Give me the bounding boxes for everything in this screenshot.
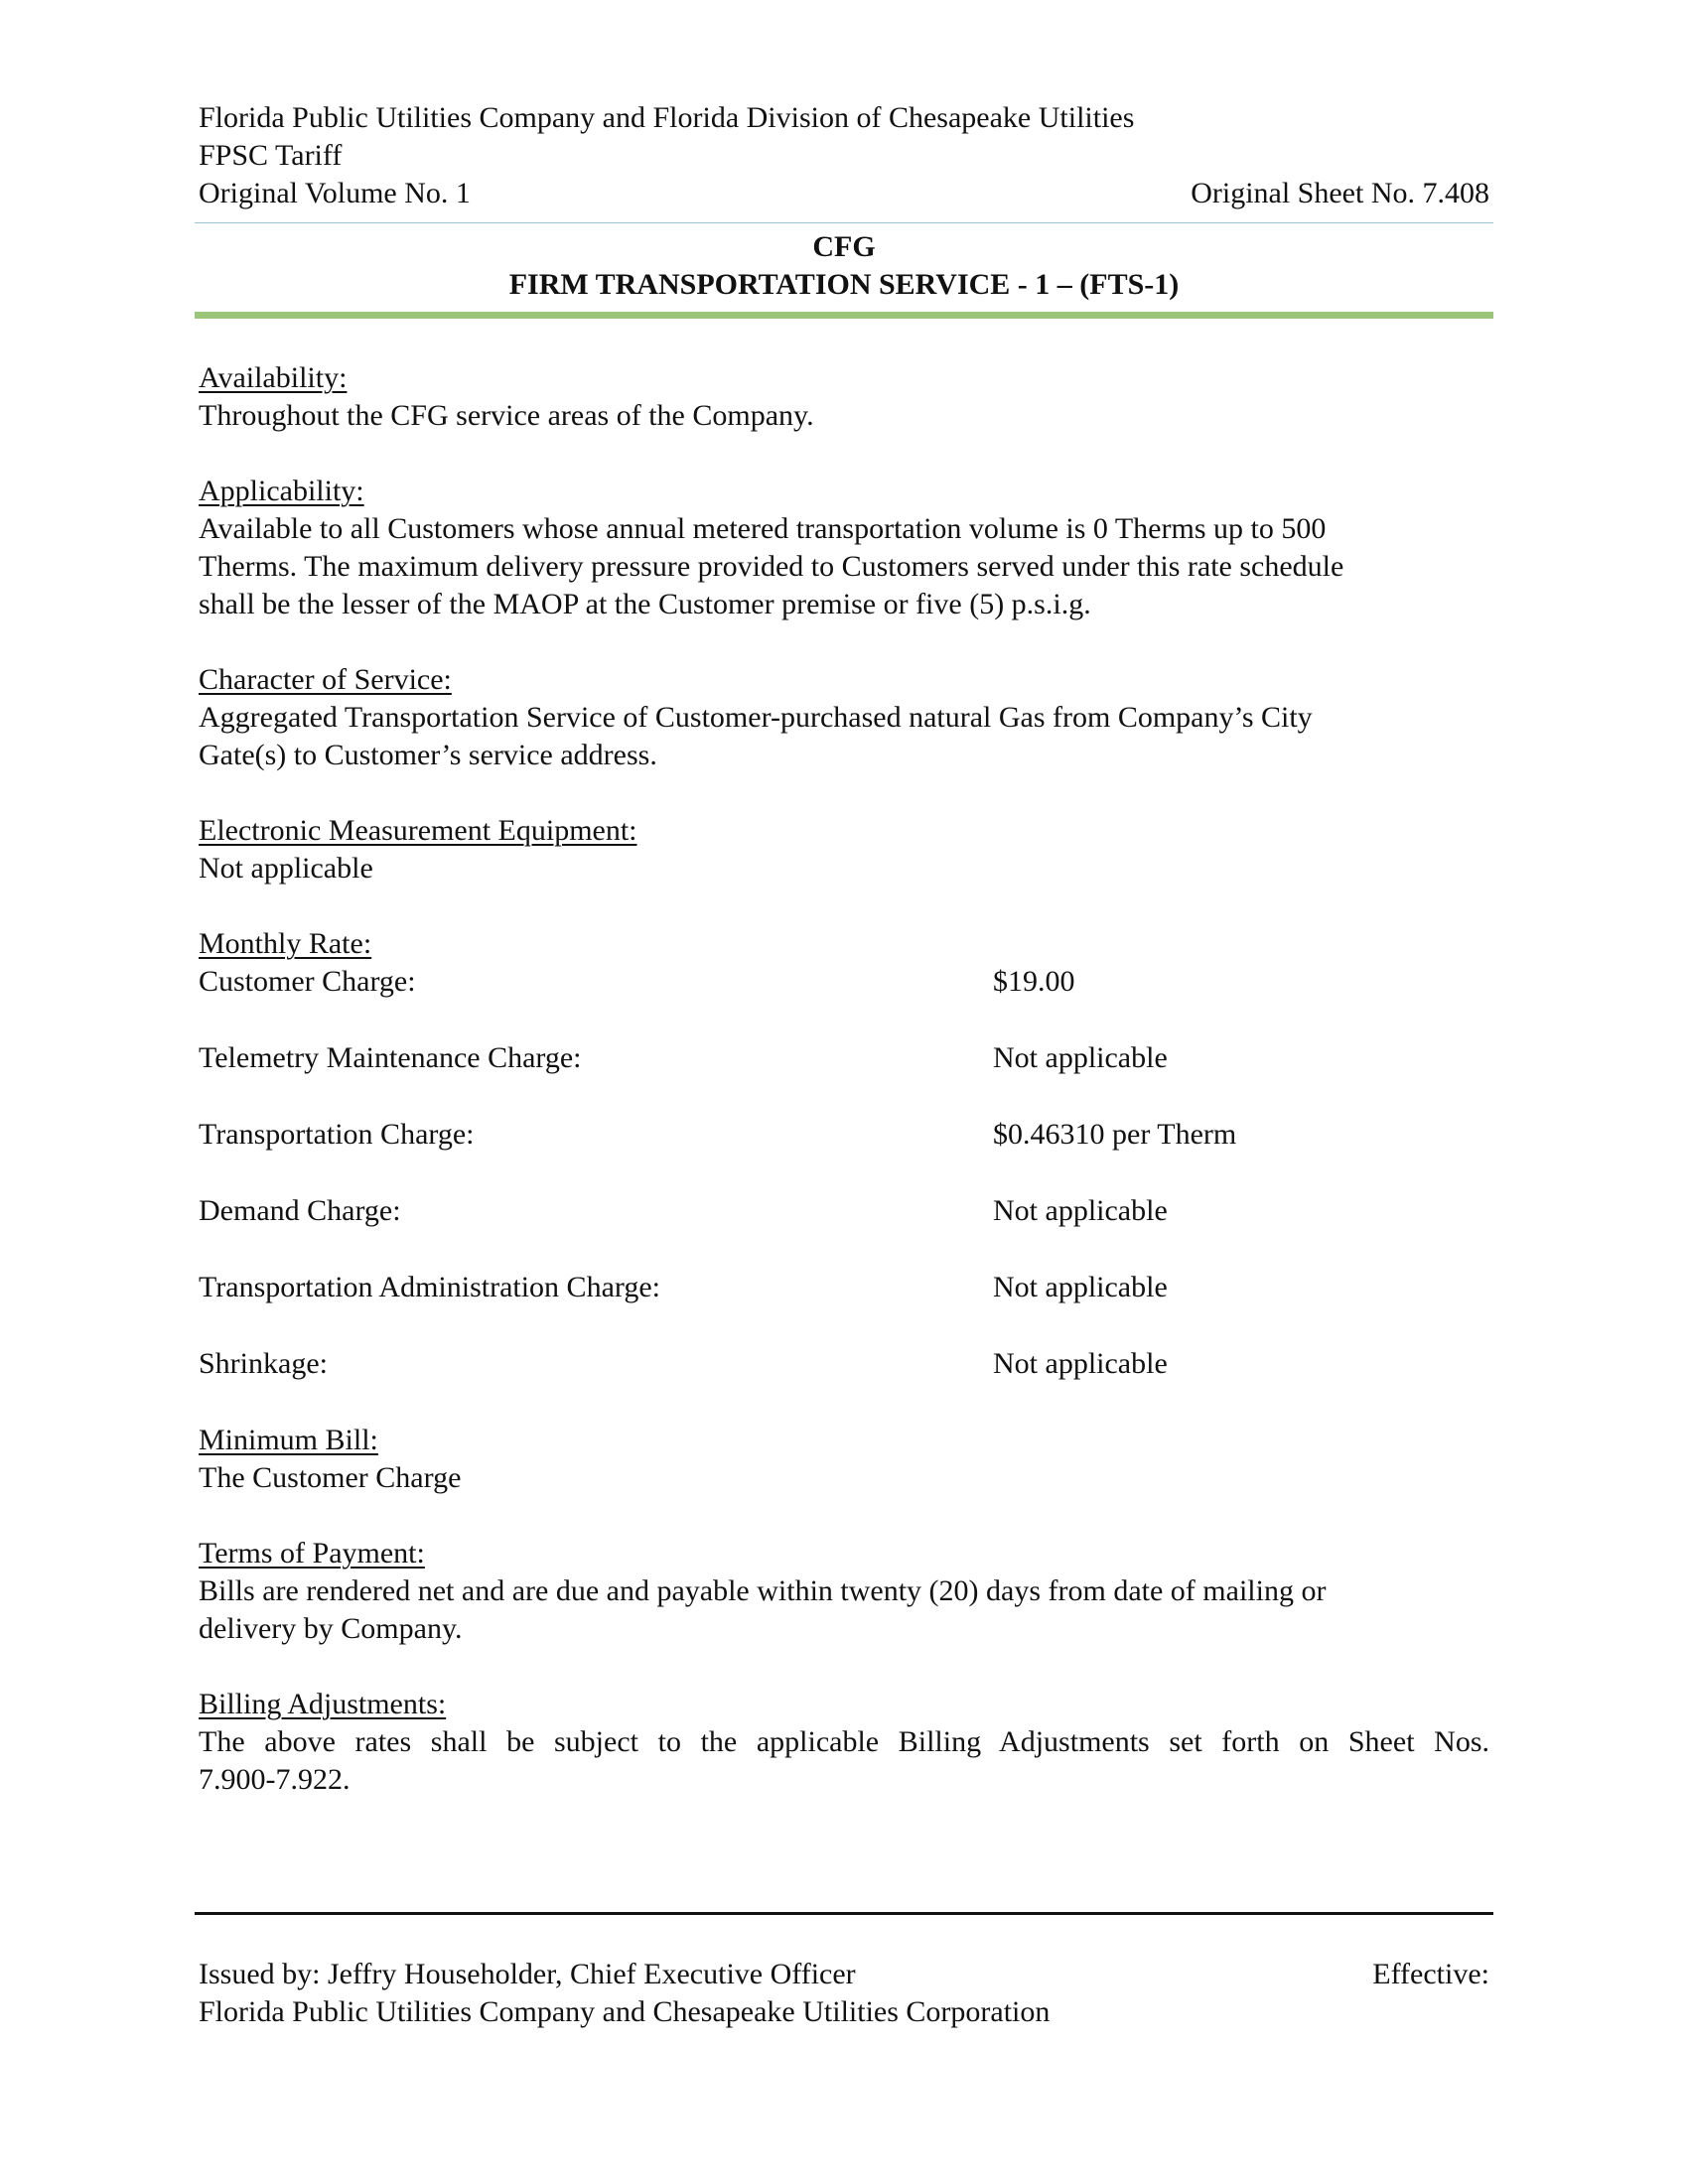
rate-label-demand: Demand Charge:: [199, 1194, 401, 1227]
equipment-text: Not applicable: [199, 852, 373, 885]
rate-value-shrinkage: Not applicable: [993, 1347, 1168, 1380]
rate-label-administration: Transportation Administration Charge:: [199, 1271, 660, 1303]
terms-line-1: Bills are rendered net and are due and payable within twenty (20) days from date of mailing or: [199, 1574, 1327, 1607]
rate-label-shrinkage: Shrinkage:: [199, 1347, 328, 1380]
rate-value-customer-charge: $19.00: [993, 965, 1075, 998]
rate-label-customer-charge: Customer Charge:: [199, 965, 416, 998]
terms-line-2: delivery by Company.: [199, 1612, 463, 1645]
availability-heading: Availability:: [199, 361, 348, 394]
monthly-rate-heading: Monthly Rate:: [199, 927, 372, 960]
applicability-line-3: shall be the lesser of the MAOP at the Customer premise or five (5) p.s.i.g.: [199, 588, 1091, 620]
rate-value-transportation: $0.46310 per Therm: [993, 1118, 1237, 1151]
header-volume: Original Volume No. 1: [199, 177, 471, 209]
rate-value-demand: Not applicable: [993, 1194, 1168, 1227]
rate-label-transportation: Transportation Charge:: [199, 1118, 475, 1151]
rate-value-administration: Not applicable: [993, 1271, 1168, 1303]
footer-effective: Effective:: [1372, 1958, 1489, 1990]
character-line-2: Gate(s) to Customer’s service address.: [199, 739, 657, 771]
availability-text: Throughout the CFG service areas of the Company.: [199, 399, 814, 432]
billing-line-1: The above rates shall be subject to the applicable Billing Adjustments set forth on Sheet Nos.: [199, 1725, 1489, 1758]
header-tariff: FPSC Tariff: [199, 139, 343, 172]
terms-heading: Terms of Payment:: [199, 1537, 425, 1570]
billing-heading: Billing Adjustments:: [199, 1688, 447, 1720]
title-divider: [195, 312, 1493, 319]
rate-value-telemetry: Not applicable: [993, 1041, 1168, 1074]
title-line-1: CFG: [812, 230, 876, 263]
applicability-line-2: Therms. The maximum delivery pressure provided to Customers served under this rate schedule: [199, 550, 1344, 583]
applicability-line-1: Available to all Customers whose annual metered transportation volume is 0 Therms up to 500: [199, 512, 1327, 545]
character-heading: Character of Service:: [199, 663, 452, 696]
header-company: Florida Public Utilities Company and Florida Division of Chesapeake Utilities: [199, 101, 1135, 134]
rate-label-telemetry: Telemetry Maintenance Charge:: [199, 1041, 582, 1074]
footer-corporation: Florida Public Utilities Company and Chesapeake Utilities Corporation: [199, 1995, 1051, 2028]
character-line-1: Aggregated Transportation Service of Customer-purchased natural Gas from Company’s City: [199, 701, 1313, 734]
footer-issued-by: Issued by: Jeffry Householder, Chief Executive Officer: [199, 1958, 856, 1990]
minimum-bill-text: The Customer Charge: [199, 1461, 462, 1494]
header-sheet-number: Original Sheet No. 7.408: [1191, 177, 1489, 209]
minimum-bill-heading: Minimum Bill:: [199, 1424, 378, 1456]
billing-line-2: 7.900-7.922.: [199, 1763, 351, 1796]
title-line-2: FIRM TRANSPORTATION SERVICE - 1 – (FTS-1): [508, 268, 1180, 301]
footer-divider: [195, 1912, 1493, 1915]
applicability-heading: Applicability:: [199, 475, 364, 507]
equipment-heading: Electronic Measurement Equipment:: [199, 814, 637, 847]
header-divider: [195, 222, 1493, 223]
